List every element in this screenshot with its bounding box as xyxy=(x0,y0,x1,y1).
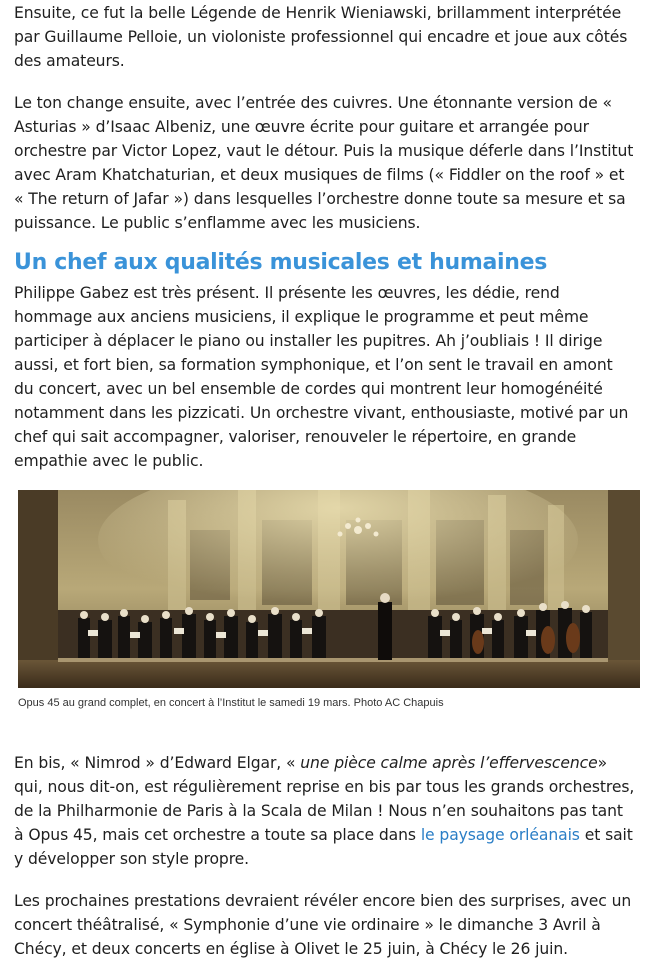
section-heading: Un chef aux qualités musicales et humaines xyxy=(14,250,548,275)
photo-caption: Opus 45 au grand complet, en concert à l’Institut le samedi 19 mars. Photo AC Chapuis xyxy=(18,697,444,709)
concert-photo xyxy=(18,490,640,688)
article xyxy=(0,1,646,958)
paragraph-wieniawski: Ensuite, ce fut la belle Légende de Henrik Wieniawski, brillamment interprétée par Guillaume Pelloie, un violoniste professionnel qui encadre et joue aux côtés des amateurs. xyxy=(14,4,628,70)
paragraph-prochaines-prestations: Les prochaines prestations devraient révéler encore bien des surprises, avec un concert théâtralisé, « Symphonie d’une vie ordinaire » le dimanche 3 Avril à Chécy, et deux concerts en église à Olivet le 25 juin, à Chécy le 26 juin. xyxy=(14,892,632,958)
paysage-orleanais-link[interactable]: le paysage orléanais xyxy=(420,826,580,844)
paragraph-bis xyxy=(14,751,636,871)
paragraph-bis-text-c: et sait y développer son style propre. xyxy=(14,826,633,868)
paragraph-chef: Philippe Gabez est très présent. Il présente les œuvres, les dédie, rend hommage aux anciens musiciens, il explique le programme et peut même participer à déplacer le piano ou installer les pupitres. Ah j’oubliais ! Il dirige aussi, et fort bien, sa formation symphonique, et l’on sent le travail en amont du concert, avec un bel ensemble de cordes qui montrent leur homogénéité notamment dans les pizzicati. Un orchestre vivant, enthousiaste, motivé par un chef qui sait accompagner, valoriser, renouveler le répertoire, en grande empathie avec le public. xyxy=(14,284,629,470)
paragraph-bis-text-b: » qui, nous dit-on, est régulièrement reprise en bis par tous les grands orchestres, de la Philharmonie de Paris à la Scala de Milan ! Nous n’en souhaitons pas tant à Opus 45, mais cet orchestre a toute sa place dans xyxy=(14,754,635,844)
paragraph-bis-quote: une pièce calme après l’effervescence xyxy=(295,754,598,772)
paragraph-bis-text-a: En bis, « Nimrod » d’Edward Elgar, « xyxy=(14,754,296,772)
paragraph-cuivres: Le ton change ensuite, avec l’entrée des cuivres. Une étonnante version de « Asturias » d’Isaac Albeniz, une œuvre écrite pour guitare et arrangée pour orchestre par Victor Lopez, vaut le détour. Puis la musique déferle dans l’Institut avec Aram Khatchaturian, et deux musiques de films (« Fiddler on the roof » et « The return of Jafar ») dans lesquelles l’orchestre donne toute sa mesure et sa puissance. Le public s’enflamme avec les musiciens. xyxy=(14,94,634,232)
